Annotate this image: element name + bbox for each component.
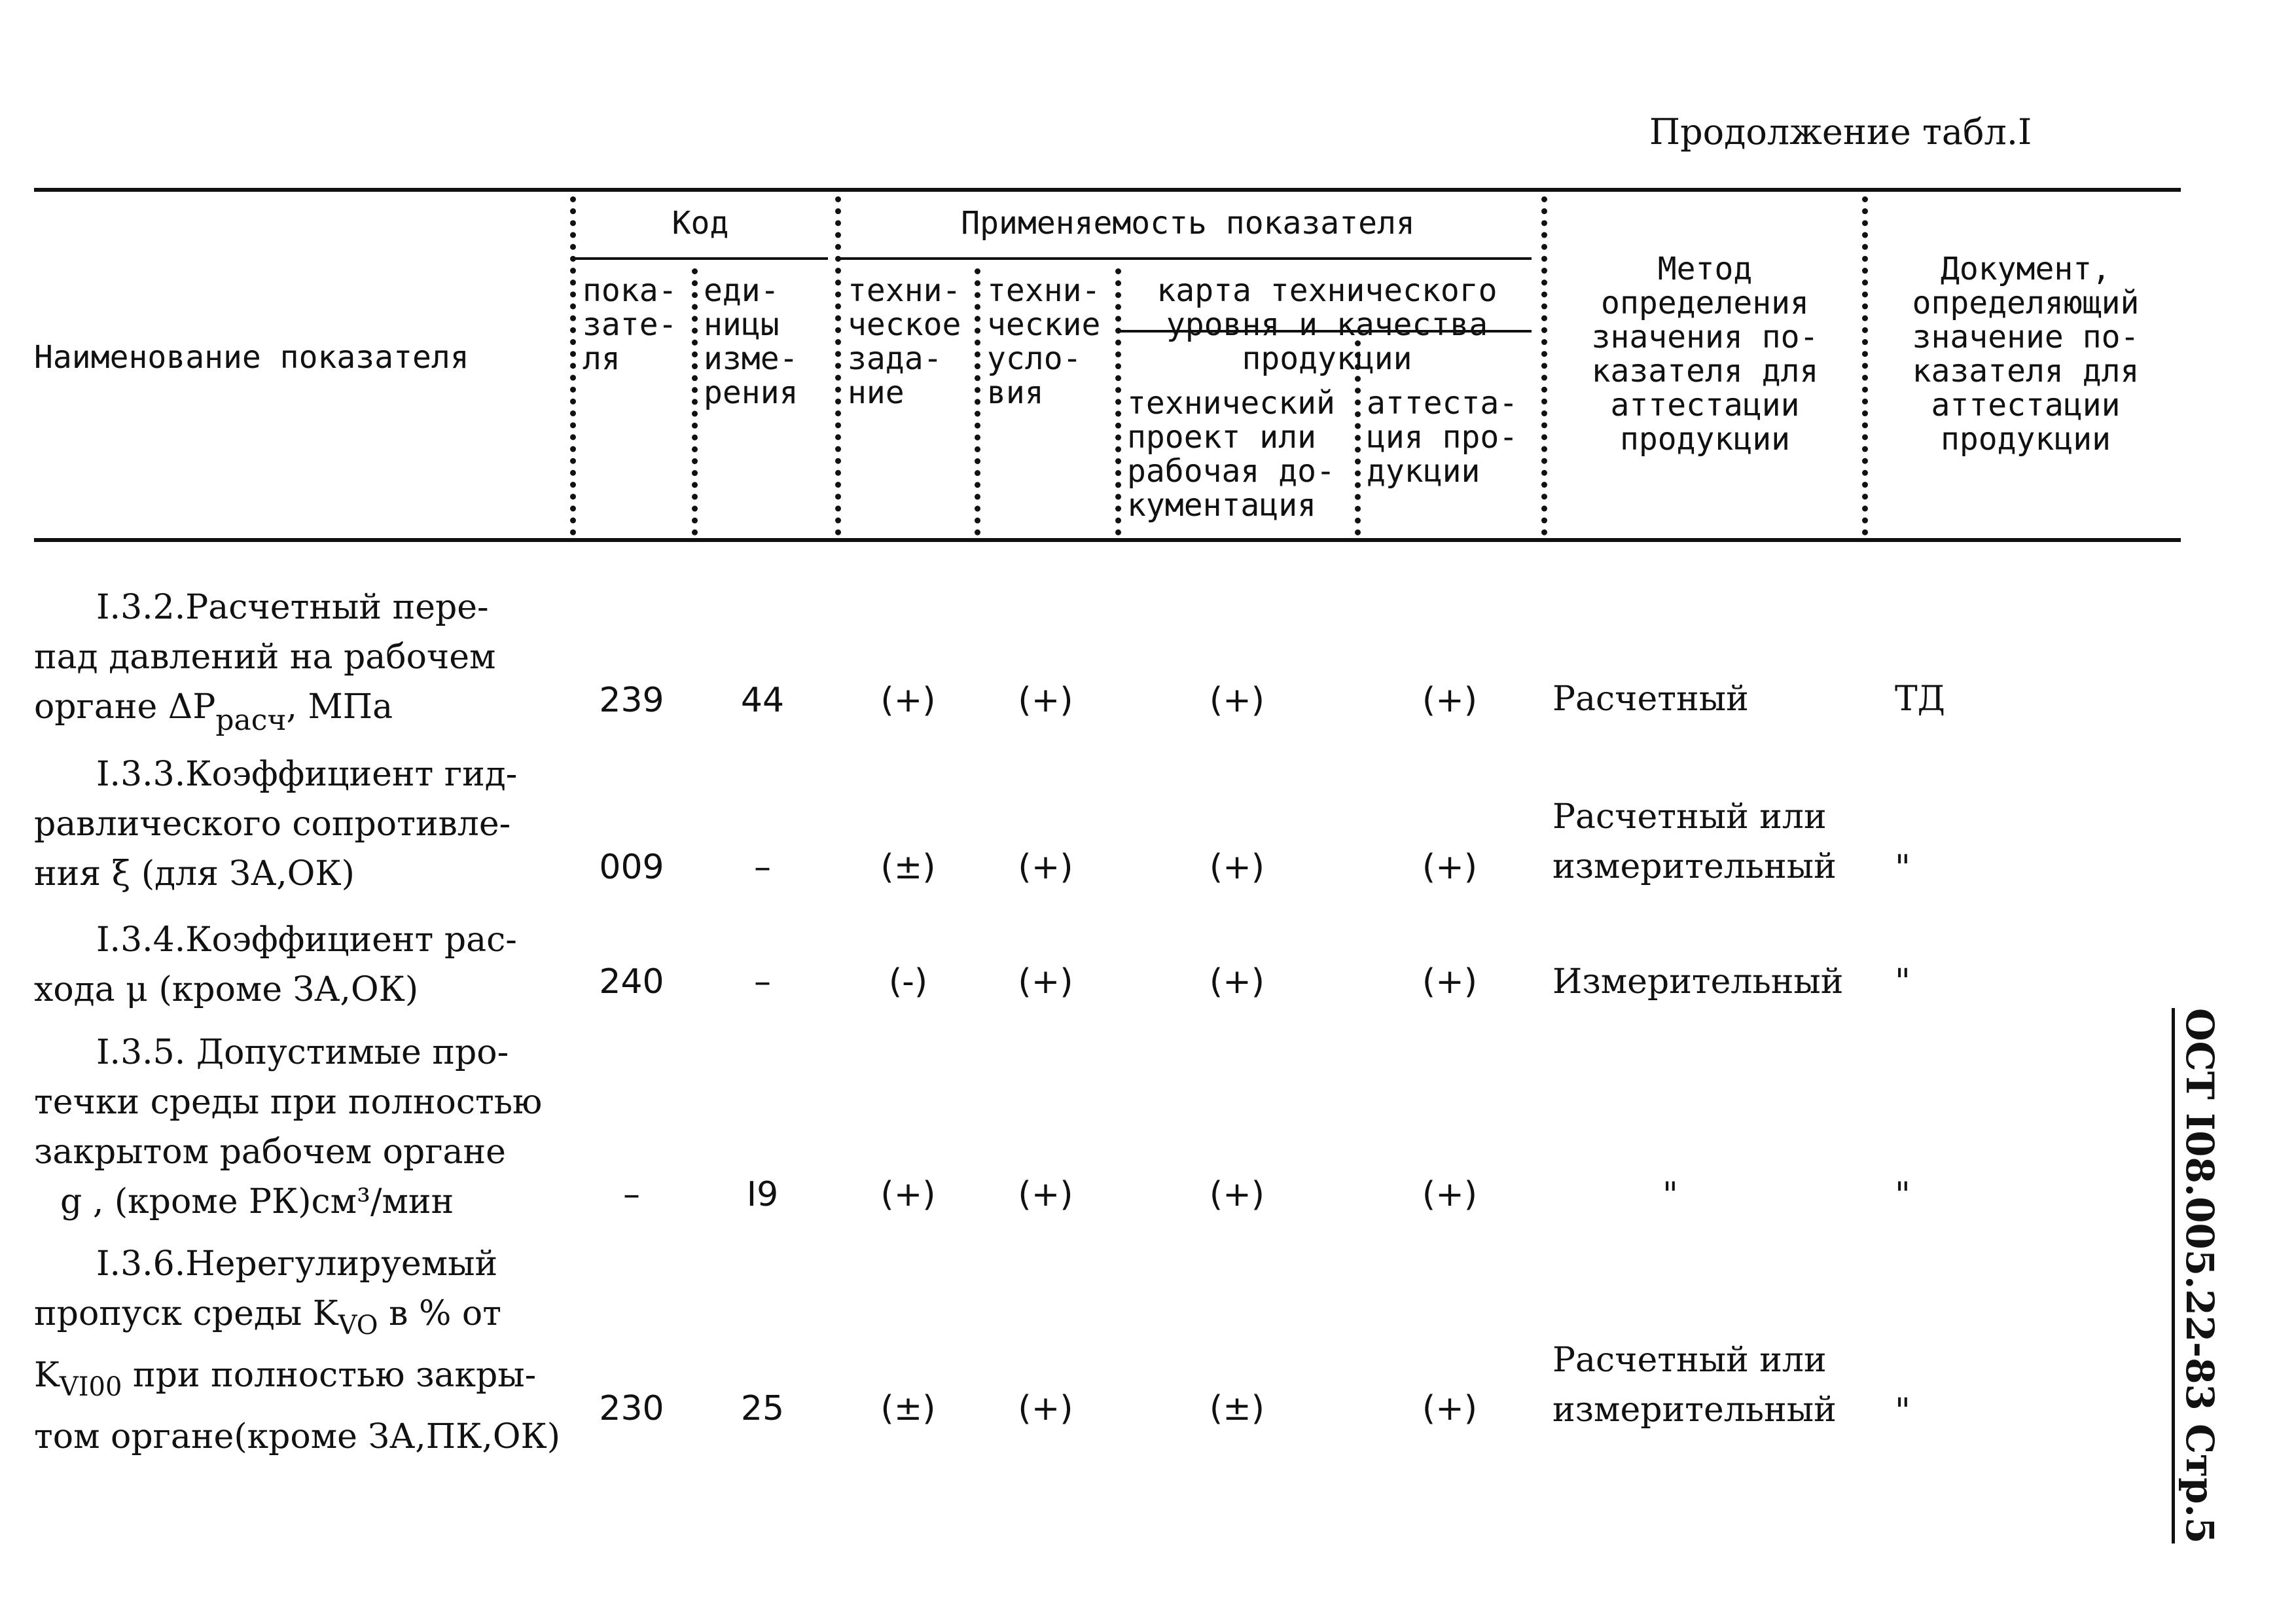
row-1-tu: (+): [1018, 681, 1073, 720]
primenyaemost-underline: [840, 257, 1532, 260]
row-5-name: I.3.6.Нерегулируемый пропуск среды $K_{VO}$ в % от $K_{VI00}$ при полностью закры- том органе(кроме ЗА,ПК,ОК): [34, 1244, 561, 1456]
row-2-ed: –: [754, 848, 771, 887]
row-5-doc: ": [1895, 1392, 1910, 1431]
row-4-doc: ": [1895, 1176, 1910, 1215]
kod-underline: [573, 257, 828, 260]
row-3-doc: ": [1895, 962, 1910, 1001]
row-3-ed: –: [754, 962, 771, 1001]
row-4-ed: I9: [746, 1175, 779, 1214]
header-attestatsiya: аттеста- ция про- дукции: [1367, 385, 1518, 490]
row-5-tp: (±): [1209, 1389, 1265, 1428]
row-1-ed: 44: [740, 681, 785, 720]
row-4-tp: (+): [1209, 1175, 1265, 1214]
header-kod: Код: [672, 205, 729, 242]
row-5-ed: 25: [740, 1389, 785, 1428]
header-metod: Метод определения значения по- казателя для аттестации продукции: [1591, 251, 1819, 458]
row-2-tz: (±): [880, 848, 936, 887]
header-karta: карта технического уровня и качества продукции: [1157, 272, 1498, 377]
row-4-name: I.3.5. Допустимые про- течки среды при полностью закрытом рабочем органе g , (кроме РК)см³/мин: [34, 1033, 543, 1221]
row-5-tz: (±): [880, 1389, 936, 1428]
sep-8: [1862, 196, 1868, 535]
row-5-kod: 230: [599, 1389, 664, 1428]
row-4-metod: ": [1662, 1176, 1678, 1215]
row-3-metod: Измерительный: [1552, 962, 1844, 1001]
header-name: Наименование показателя: [34, 339, 469, 376]
header-kod-edinitsy: еди- ницы изме- рения: [704, 272, 798, 411]
header-bottom-rule: [34, 538, 2181, 542]
row-1-metod: Расчетный: [1552, 679, 1749, 719]
header-dokument: Документ, определяющий значение по- казателя для аттестации продукции: [1912, 251, 2140, 458]
row-5-metod: Расчетный или измерительный: [1552, 1341, 1837, 1430]
header-tu: техни- ческие усло- вия: [987, 272, 1101, 411]
side-label: ОСТ I08.005.22-83 Стр.5: [2172, 1008, 2222, 1543]
row-3-name: I.3.4.Коэффициент рас- хода μ (кроме ЗА,ОК): [34, 920, 517, 1009]
row-4-tz: (+): [880, 1175, 936, 1214]
row-3-tu: (+): [1018, 962, 1073, 1001]
sep-4: [975, 268, 980, 535]
header-tz: техни- ческое зада- ние: [848, 272, 961, 411]
sep-7: [1541, 196, 1547, 535]
row-3-kod: 240: [599, 962, 664, 1001]
row-1-tp: (+): [1209, 681, 1265, 720]
row-5-att: (+): [1422, 1389, 1478, 1428]
header-tehproekt: технический проект или рабочая до- кументация: [1127, 385, 1335, 524]
row-1-name: I.3.2.Расчетный пере- пад давлений на рабочем органе $\Delta P_{расч}$, МПа: [34, 588, 496, 737]
row-2-doc: ": [1895, 848, 1910, 888]
row-2-att: (+): [1422, 848, 1478, 887]
sep-3: [835, 196, 841, 535]
row-1-kod: 239: [599, 681, 664, 720]
row-2-tp: (+): [1209, 848, 1265, 887]
header-kod-pokazatelya: пока- зате- ля: [583, 272, 677, 377]
row-3-tp: (+): [1209, 962, 1265, 1001]
row-4-tu: (+): [1018, 1175, 1073, 1214]
row-2-kod: 009: [599, 848, 664, 887]
row-4-att: (+): [1422, 1175, 1478, 1214]
row-3-att: (+): [1422, 962, 1478, 1001]
sep-1: [570, 196, 576, 535]
row-4-kod: –: [623, 1175, 640, 1214]
sep-2: [692, 268, 698, 535]
row-2-metod: Расчетный или измерительный: [1552, 797, 1837, 886]
top-rule: [34, 188, 2181, 192]
row-1-tz: (+): [880, 681, 936, 720]
continuation-label: Продолжение табл.I: [1649, 111, 2032, 153]
header-primenyaemost: Применяемость показателя: [961, 205, 1415, 242]
row-1-doc: ТД: [1895, 679, 1945, 719]
row-3-tz: (-): [888, 962, 928, 1001]
row-1-att: (+): [1422, 681, 1478, 720]
row-2-name: I.3.3.Коэффициент гид- равлического сопротивле- ния ξ (для ЗА,ОК): [34, 755, 518, 893]
sep-5: [1115, 268, 1121, 535]
row-5-tu: (+): [1018, 1389, 1073, 1428]
row-2-tu: (+): [1018, 848, 1073, 887]
